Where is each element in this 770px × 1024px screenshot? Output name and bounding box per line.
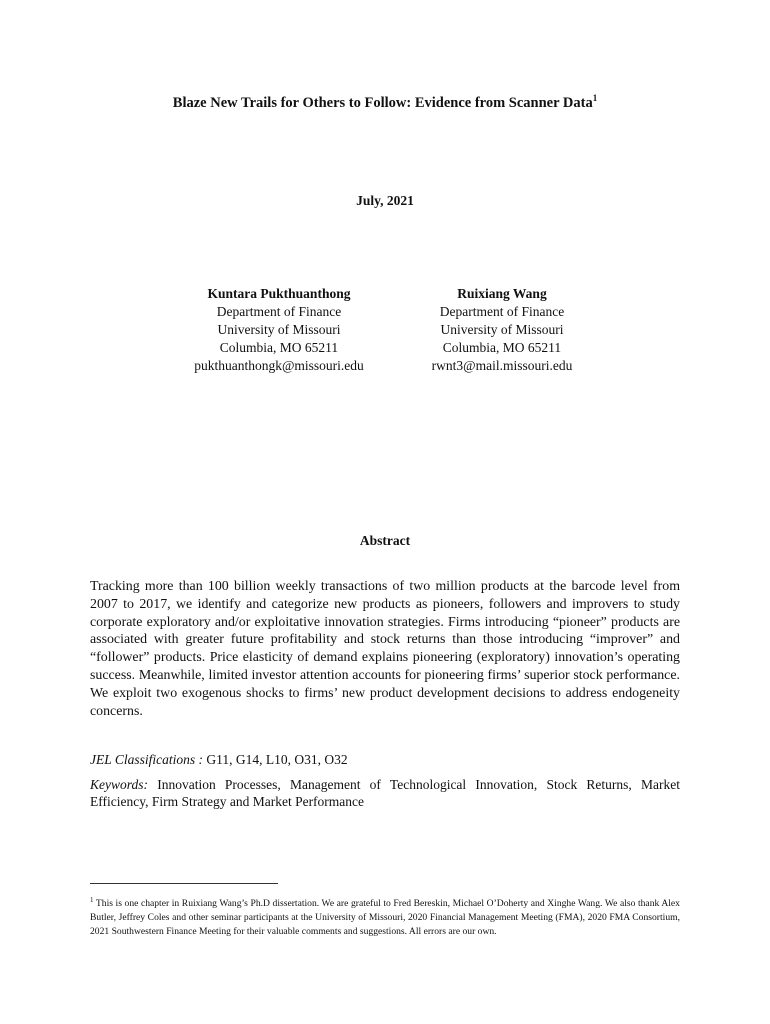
jel-label: JEL Classifications : — [90, 752, 204, 767]
author-email: rwnt3@mail.missouri.edu — [431, 358, 573, 373]
keywords — [90, 776, 680, 810]
author-email: pukthuanthongk@missouri.edu — [194, 358, 364, 373]
footnote — [90, 893, 680, 939]
footnote-mark: 1 — [90, 896, 94, 904]
author-university: University of Missouri — [217, 322, 341, 337]
title-footnote-mark: 1 — [592, 93, 598, 103]
paper-date: July, 2021 — [356, 193, 414, 208]
author-location: Columbia, MO 65211 — [219, 340, 339, 355]
abstract-text: Tracking more than 100 billion weekly transactions of two million products at the barcode level from 2007 to 2017, we identify and categorize new products as pioneers, followers and improvers to study corporate exploratory and/or exploitative innovation strategies. Firms introducing “pioneer” products are associated with greater future profitability and stock returns than those introducing “improver” and “follower” products. Price elasticity of demand explains pioneering (exploratory) innovation’s operating success. Meanwhile, limited investor attention accounts for pioneering firms’ superior stock performance. We exploit two exogenous shocks to firms’ new product development decisions to address endogeneity concerns. — [90, 579, 680, 719]
keywords-text: Innovation Processes, Management of Technological Innovation, Stock Returns, Market Efficiency, Firm Strategy and Market Performance — [90, 777, 680, 809]
author-department: Department of Finance — [216, 304, 342, 319]
jel-codes: G11, G14, L10, O31, O32 — [206, 752, 348, 767]
author-location: Columbia, MO 65211 — [442, 340, 562, 355]
keywords-label: Keywords: — [90, 777, 148, 792]
author-department: Department of Finance — [439, 304, 565, 319]
author-name: Ruixiang Wang — [457, 286, 547, 301]
author-block-1 — [159, 285, 399, 375]
paper-title — [0, 93, 770, 112]
footnote-divider — [90, 883, 278, 884]
abstract-heading: Abstract — [359, 533, 411, 548]
author-university: University of Missouri — [440, 322, 564, 337]
jel-classifications — [90, 752, 680, 768]
author-name: Kuntara Pukthuanthong — [207, 286, 351, 301]
footnote-text: This is one chapter in Ruixiang Wang’s Ph.D dissertation. We are grateful to Fred Bereskin, Michael O’Doherty and Xinghe Wang. We also thank Alex Butler, Jeffrey Coles and other seminar participants at the University of Missouri, 2020 Financial Management Meeting (FMA), 2020 FMA Consortium, 2021 Southwestern Finance Meeting for their valuable comments and suggestions. All errors are our own. — [90, 898, 680, 938]
paper-title-text: Blaze New Trails for Others to Follow: Evidence from Scanner Data — [172, 94, 593, 111]
author-block-2 — [382, 285, 622, 375]
